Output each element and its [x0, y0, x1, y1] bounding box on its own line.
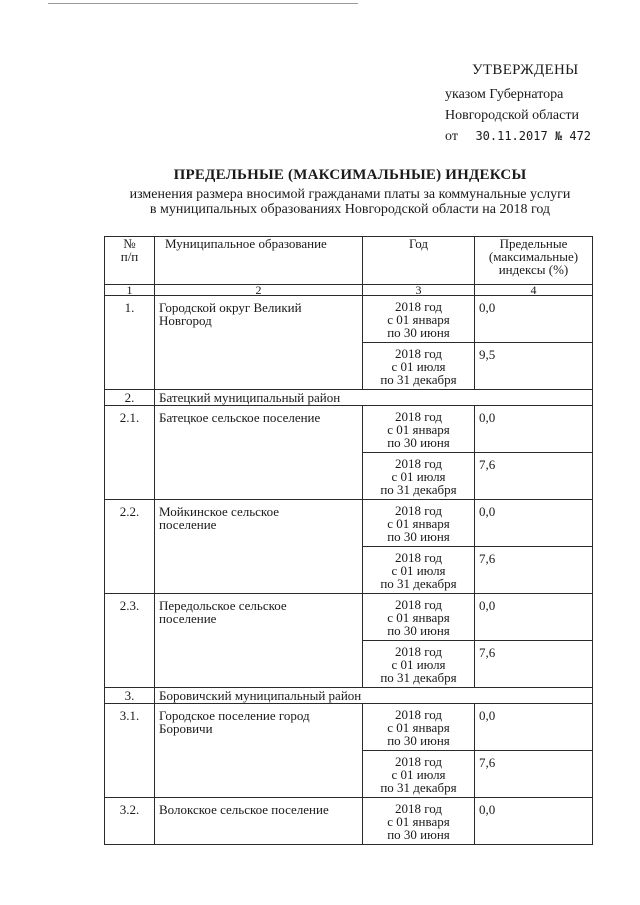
period-line: с 01 января: [387, 720, 450, 735]
approval-title: УТВЕРЖДЕНЫ: [472, 62, 579, 78]
period-line: с 01 июля: [391, 767, 446, 782]
header-index-line-1: Предельные: [499, 236, 568, 251]
municipality-name: [155, 798, 363, 845]
period-line: по 30 июня: [387, 529, 450, 544]
period-cell: [363, 704, 475, 751]
period-line: с 01 января: [387, 516, 450, 531]
row-number: 2.3.: [105, 594, 155, 688]
period-line: 2018 год: [395, 644, 442, 659]
approval-line-2: Новгородской области: [445, 108, 579, 123]
period-line: по 31 декабря: [380, 372, 457, 387]
column-number-4: 4: [475, 285, 593, 296]
municipality-name-line: Батецкое сельское поселение: [159, 410, 321, 425]
period-line: с 01 января: [387, 422, 450, 437]
municipality-name-line: Городское поселение город: [159, 708, 310, 723]
period-line: с 01 января: [387, 610, 450, 625]
index-value: 7,6: [475, 547, 593, 594]
period-cell: [363, 594, 475, 641]
period-cell: [363, 798, 475, 845]
period-line: 2018 год: [395, 456, 442, 471]
header-number-line-2: п/п: [120, 249, 139, 264]
district-name: Боровичский муниципальный район: [155, 688, 593, 704]
period-line: с 01 июля: [391, 469, 446, 484]
period-cell: [363, 343, 475, 390]
period-cell: [363, 500, 475, 547]
index-value: 7,6: [475, 453, 593, 500]
period-line: 2018 год: [395, 346, 442, 361]
index-value: 0,0: [475, 704, 593, 751]
municipality-name-line: Городской округ Великий: [159, 300, 302, 315]
table-row: [105, 704, 593, 751]
municipality-name-line: поселение: [159, 611, 217, 626]
period-line: 2018 год: [395, 707, 442, 722]
period-line: по 31 декабря: [380, 670, 457, 685]
row-number: 2.2.: [105, 500, 155, 594]
table-row: [105, 798, 593, 845]
row-number: 2.: [105, 390, 155, 406]
column-number-row: [105, 285, 593, 296]
top-scan-line: [48, 3, 358, 4]
period-line: с 01 июля: [391, 563, 446, 578]
municipality-name-line: поселение: [159, 517, 217, 532]
row-number: 3.2.: [105, 798, 155, 845]
index-value: 0,0: [475, 500, 593, 547]
index-value: 7,6: [475, 641, 593, 688]
approval-date-line: [445, 126, 591, 147]
municipality-name: [155, 406, 363, 500]
district-row: [105, 390, 593, 406]
header-year: Год: [363, 237, 475, 285]
period-cell: [363, 296, 475, 343]
period-line: по 30 июня: [387, 827, 450, 842]
period-line: 2018 год: [395, 299, 442, 314]
period-line: 2018 год: [395, 550, 442, 565]
row-number: 1.: [105, 296, 155, 390]
period-line: по 30 июня: [387, 435, 450, 450]
approval-block: [445, 60, 591, 147]
index-value: 7,6: [475, 751, 593, 798]
municipality-name-line: Новгород: [159, 313, 212, 328]
table-row: [105, 406, 593, 453]
period-cell: [363, 751, 475, 798]
district-row: [105, 688, 593, 704]
district-name: Батецкий муниципальный район: [155, 390, 593, 406]
period-line: с 01 июля: [391, 359, 446, 374]
municipality-name: [155, 594, 363, 688]
row-number: 3.: [105, 688, 155, 704]
municipality-name-line: Передольское сельское: [159, 598, 287, 613]
period-line: с 01 января: [387, 814, 450, 829]
table-row: [105, 594, 593, 641]
period-line: 2018 год: [395, 801, 442, 816]
document-title: ПРЕДЕЛЬНЫЕ (МАКСИМАЛЬНЫЕ) ИНДЕКСЫ: [173, 167, 527, 183]
period-line: по 30 июня: [387, 325, 450, 340]
period-line: по 30 июня: [387, 623, 450, 638]
municipality-name-line: Мойкинское сельское: [159, 504, 279, 519]
period-line: с 01 января: [387, 312, 450, 327]
period-cell: [363, 547, 475, 594]
period-line: по 30 июня: [387, 733, 450, 748]
approval-line-1: указом Губернатора: [445, 87, 564, 102]
period-line: по 31 декабря: [380, 576, 457, 591]
period-cell: [363, 641, 475, 688]
document-subtitle: [110, 187, 590, 217]
index-value: 0,0: [475, 406, 593, 453]
period-cell: [363, 406, 475, 453]
header-number: [105, 237, 155, 285]
subtitle-line-1: изменения размера вносимой гражданами платы за коммунальные услуги: [129, 187, 571, 202]
header-index-line-2: (максимальные): [488, 249, 579, 264]
municipality-name: [155, 500, 363, 594]
table-header-row: [105, 237, 593, 285]
municipality-name-line: Боровичи: [159, 721, 213, 736]
municipality-name: [155, 704, 363, 798]
index-value: 0,0: [475, 296, 593, 343]
period-line: 2018 год: [395, 409, 442, 424]
municipality-name: [155, 296, 363, 390]
period-cell: [363, 453, 475, 500]
row-number: 3.1.: [105, 704, 155, 798]
table-row: [105, 296, 593, 343]
period-line: 2018 год: [395, 754, 442, 769]
period-line: 2018 год: [395, 503, 442, 518]
header-number-line-1: №: [123, 236, 136, 251]
column-number-1: 1: [105, 285, 155, 296]
period-line: 2018 год: [395, 597, 442, 612]
period-line: по 31 декабря: [380, 780, 457, 795]
approval-date-prefix: от: [445, 129, 458, 144]
period-line: по 31 декабря: [380, 482, 457, 497]
row-number: 2.1.: [105, 406, 155, 500]
index-value: 0,0: [475, 798, 593, 845]
column-number-2: 2: [155, 285, 363, 296]
subtitle-line-2: в муниципальных образованиях Новгородской области на 2018 год: [149, 202, 551, 217]
header-index: [475, 237, 593, 285]
column-number-3: 3: [363, 285, 475, 296]
index-value: 0,0: [475, 594, 593, 641]
approval-date-number: 30.11.2017 № 472: [475, 129, 592, 143]
indices-table: [104, 236, 593, 845]
period-line: с 01 июля: [391, 657, 446, 672]
header-municipality: Муниципальное образование: [155, 237, 363, 285]
table-row: [105, 500, 593, 547]
index-value: 9,5: [475, 343, 593, 390]
municipality-name-line: Волокское сельское поселение: [159, 802, 329, 817]
header-index-line-3: индексы (%): [498, 262, 569, 277]
